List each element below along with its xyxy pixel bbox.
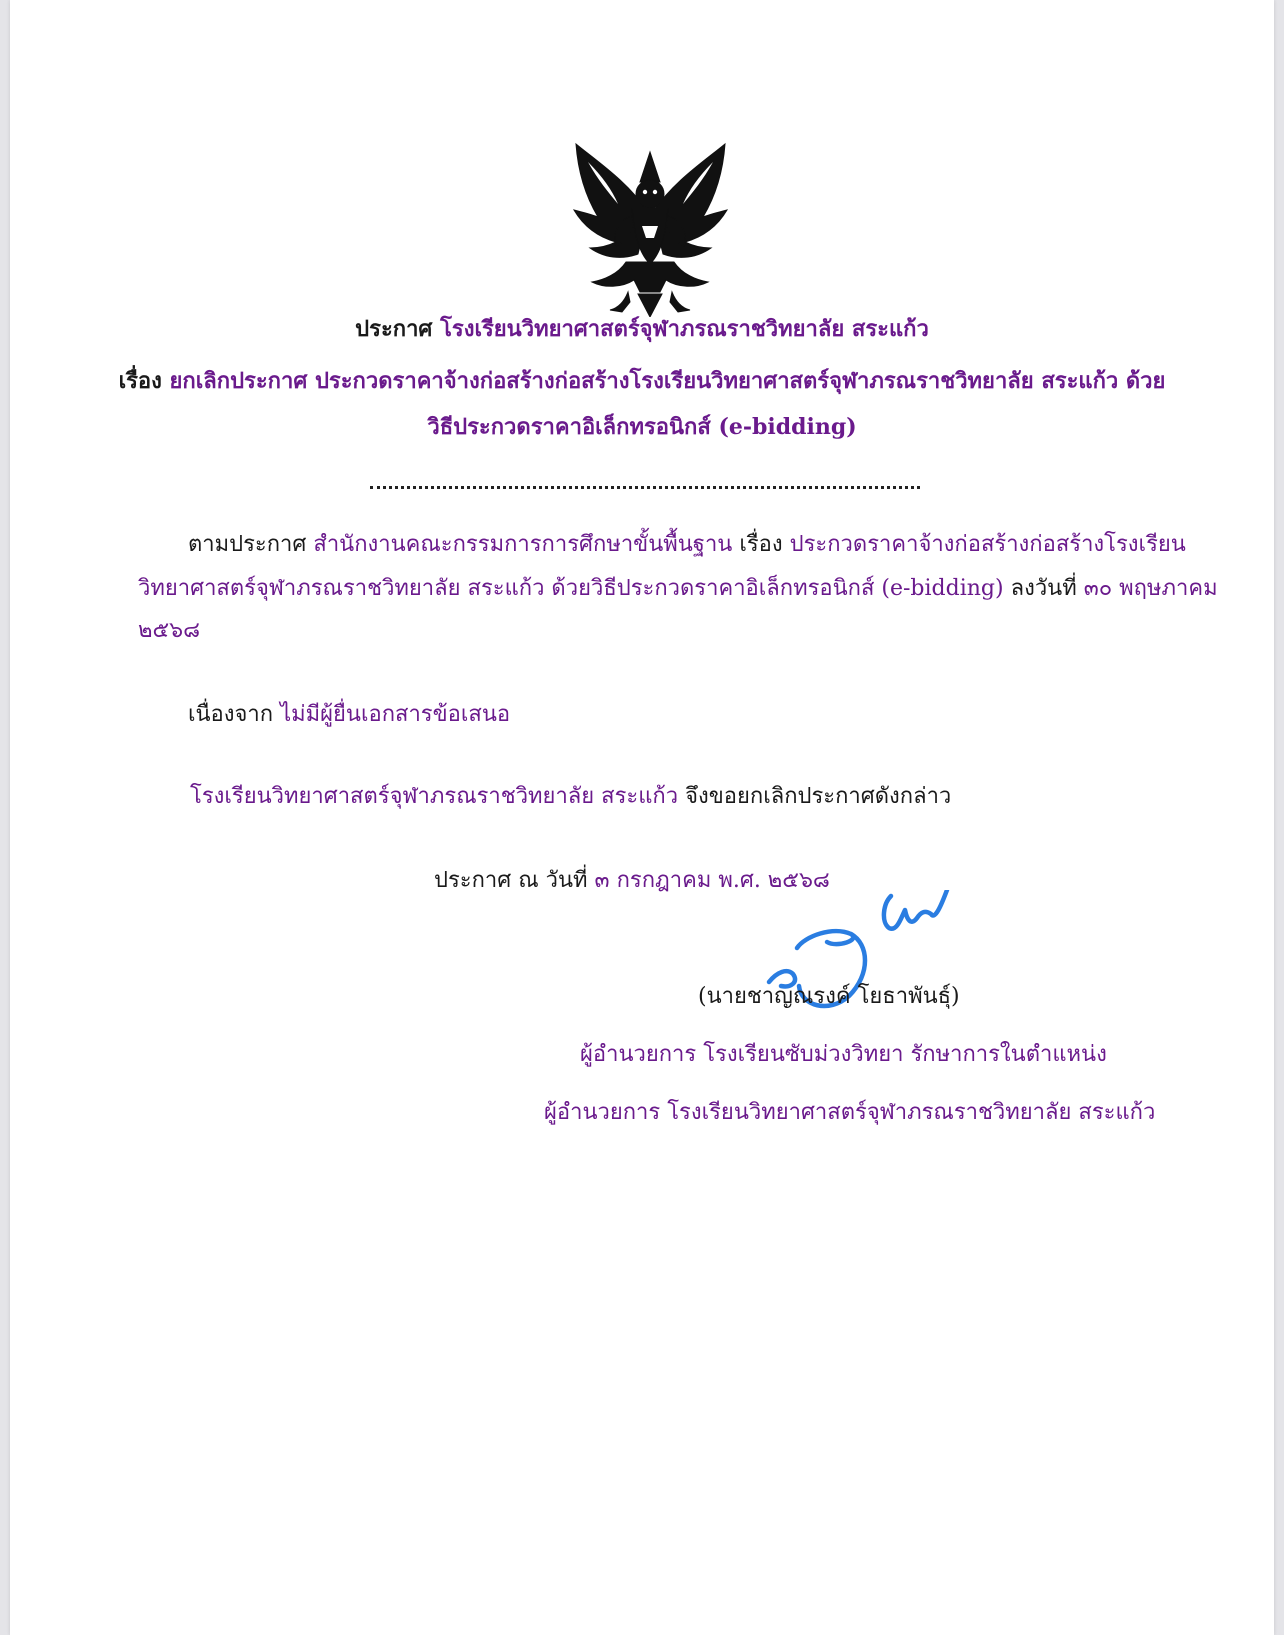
para3-suffix: จึงขอยกเลิกประกาศดังกล่าว xyxy=(685,784,952,809)
announce-prefix: ประกาศ ณ วันที่ xyxy=(434,868,588,893)
para1-date-prefix: ลงวันที่ xyxy=(1010,576,1077,601)
para1-date-b: ๒๕๖๘ xyxy=(138,618,201,643)
announcement-title xyxy=(10,314,1274,344)
signer-name: (นายชาญณรงค์ โยธาพันธุ์) xyxy=(698,984,960,1009)
subject-prefix: เรื่อง xyxy=(118,368,162,394)
para3-organization: โรงเรียนวิทยาศาสตร์จุฬาภรณราชวิทยาลัย สระแก้ว xyxy=(190,784,679,809)
subject-line-1: ยกเลิกประกาศ ประกวดราคาจ้างก่อสร้างก่อสร้างโรงเรียนวิทยาศาสตร์จุฬาภรณราชวิทยาลัย สระแก้ว ด้วย xyxy=(169,368,1166,394)
signer-position-2: ผู้อำนวยการ โรงเรียนวิทยาศาสตร์จุฬาภรณราชวิทยาลัย สระแก้ว xyxy=(544,1100,1156,1125)
document-page xyxy=(10,0,1274,1635)
para1-subject-a: ประกวดราคาจ้างก่อสร้างก่อสร้างโรงเรียน xyxy=(789,532,1186,557)
paragraph-1-line-2 xyxy=(138,574,1218,604)
announcement-subject xyxy=(10,366,1274,396)
para2-prefix: เนื่องจาก xyxy=(188,702,274,727)
para1-organization: สำนักงานคณะกรรมการการศึกษาขั้นพื้นฐาน xyxy=(313,532,733,557)
title-prefix: ประกาศ xyxy=(355,316,433,342)
para1-subject-prefix: เรื่อง xyxy=(739,532,783,557)
para1-prefix: ตามประกาศ xyxy=(188,532,307,557)
garuda-emblem-icon xyxy=(568,142,733,317)
paragraph-3 xyxy=(190,782,951,812)
para1-subject-b: วิทยาศาสตร์จุฬาภรณราชวิทยาลัย สระแก้ว ด้วยวิธีประกวดราคาอิเล็กทรอนิกส์ (e-bidding) xyxy=(138,576,1004,601)
subject-line-2: วิธีประกวดราคาอิเล็กทรอนิกส์ (e-bidding) xyxy=(427,414,857,440)
paragraph-2 xyxy=(188,700,510,730)
dotted-separator xyxy=(370,486,920,495)
para1-date-a: ๓๐ พฤษภาคม xyxy=(1083,576,1218,601)
para2-reason: ไม่มีผู้ยื่นเอกสารข้อเสนอ xyxy=(280,702,511,727)
signer-position-1: ผู้อำนวยการ โรงเรียนซับม่วงวิทยา รักษาการในตำแหน่ง xyxy=(580,1042,1107,1067)
announce-date: ๓ กรกฎาคม พ.ศ. ๒๕๖๘ xyxy=(594,868,830,893)
title-organization: โรงเรียนวิทยาศาสตร์จุฬาภรณราชวิทยาลัย สระแก้ว xyxy=(440,316,929,342)
paragraph-1-line-1 xyxy=(188,530,1186,560)
